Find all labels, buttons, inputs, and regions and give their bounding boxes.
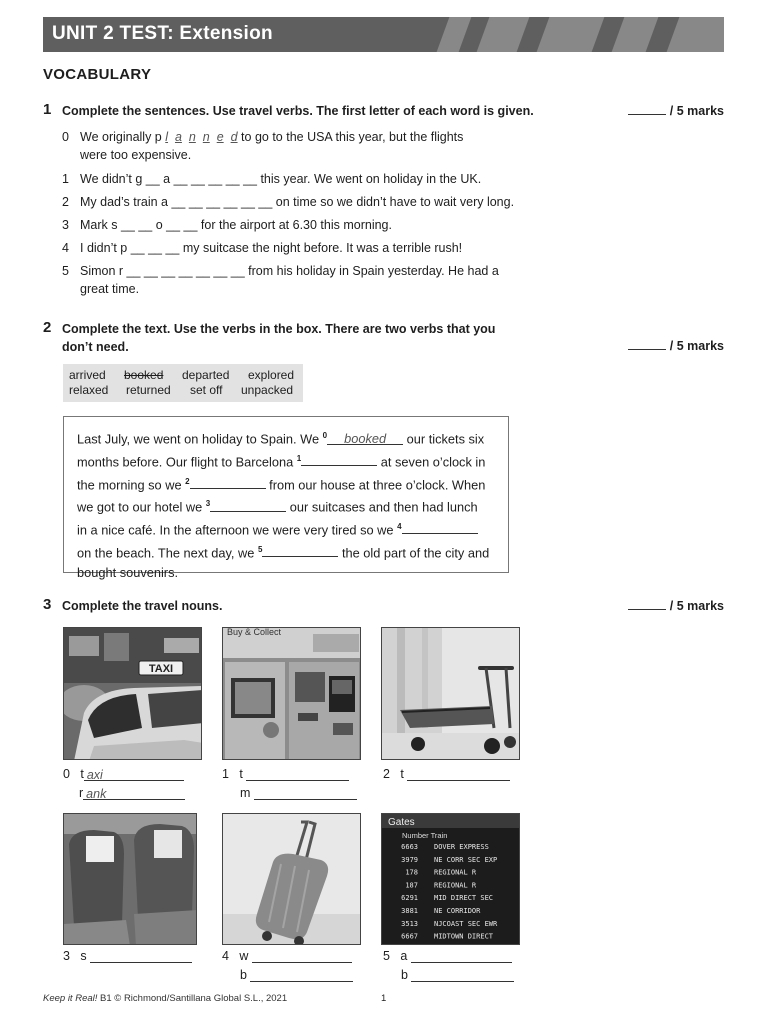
word: set off <box>190 383 223 397</box>
trolley-photo <box>381 627 520 760</box>
task-number: 2 <box>43 319 52 336</box>
board-row-train: NE CORRIDOR <box>434 907 481 915</box>
footer-copyright: Keep it Real! B1 © Richmond/Santillana Global S.L., 2021 <box>43 993 288 1004</box>
word: returned <box>126 383 171 397</box>
caption-4b: b <box>240 968 353 982</box>
board-row-train: REGIONAL R <box>434 868 477 877</box>
gap-4[interactable] <box>402 522 478 534</box>
taxi-photo <box>63 627 202 760</box>
word-used: booked <box>124 368 164 382</box>
caption-5b: b <box>401 968 514 982</box>
board-row-train: MIDTOWN DIRECT <box>434 932 494 941</box>
board-title: Gates <box>388 817 415 828</box>
caption-5: 5 a <box>383 949 512 963</box>
task-number: 1 <box>43 101 52 118</box>
example-answer: l a n n e d <box>165 130 238 144</box>
kiosk-sign-text: Buy & Collect <box>227 628 282 637</box>
gap-2[interactable] <box>190 477 266 489</box>
answer-line-5b[interactable] <box>411 969 514 982</box>
gap-3[interactable] <box>210 500 286 512</box>
caption-1: 1 t <box>222 767 349 781</box>
answer-line-2[interactable] <box>407 768 510 781</box>
board-row-train: REGIONAL R <box>434 881 477 890</box>
board-row-number: 187 <box>405 881 418 890</box>
board-row-number: 3979 <box>401 855 418 864</box>
board-row-number: 6663 <box>401 843 418 851</box>
ticket-machine-photo <box>222 627 361 760</box>
marks-field[interactable]: / 5 marks <box>628 103 724 118</box>
caption-0: 0 t axi <box>63 767 184 781</box>
answer-line-5a[interactable] <box>411 950 512 963</box>
word: departed <box>182 368 230 382</box>
task-instruction: Complete the travel nouns. <box>62 599 223 613</box>
answer-line-4a[interactable] <box>252 950 352 963</box>
board-row-train: NJCOAST SEC EWR <box>434 919 498 928</box>
task-3-header <box>43 596 724 616</box>
caption-2: 2 t <box>383 767 510 781</box>
task-instruction: Complete the sentences. Use travel verbs. The first letter of each word is given. <box>62 104 534 118</box>
unit-banner <box>43 17 724 52</box>
marks-field[interactable]: / 5 marks <box>628 338 724 353</box>
word-box <box>63 364 303 402</box>
word: relaxed <box>69 383 109 397</box>
example-answer: axi <box>84 768 184 781</box>
board-row-number: 3881 <box>401 907 418 915</box>
caption-3: 3 s <box>63 949 192 963</box>
taxi-sign-text: TAXI <box>148 663 174 675</box>
marks-field[interactable]: / 5 marks <box>628 598 724 613</box>
board-row-train: NE CORR SEC EXP <box>434 855 498 864</box>
gap-1[interactable] <box>301 454 377 466</box>
task-2-header <box>43 319 724 357</box>
page-number: 1 <box>381 993 387 1004</box>
gap-5[interactable] <box>262 545 338 557</box>
example-gap: booked <box>327 433 403 445</box>
answer-line-1a[interactable] <box>246 768 349 781</box>
word: arrived <box>69 368 106 382</box>
section-title: VOCABULARY <box>43 66 152 83</box>
board-row-number: 178 <box>405 868 418 877</box>
board-row-train: DOVER EXPRESS <box>434 843 489 851</box>
caption-4: 4 w <box>222 949 352 963</box>
answer-line-4b[interactable] <box>250 969 353 982</box>
seats-photo <box>63 813 197 945</box>
gap-fill-text: Last July, we went on holiday to Spain. We $^0$ booked our tickets six months before. Our flight to Barcelona $^1$ at seven o’clock in the morning so we $^2$ from our house at three o’clock. When we got to our hotel we $^3$ our suitcases and then had lunch in a nice café. In the afternoon we were very tired so we $^4$ on the beach. The next day, we $^5$ the old part of the city and bought souvenirs. <box>63 416 509 573</box>
board-row-number: 6291 <box>401 894 418 903</box>
board-row-number: 3513 <box>401 919 418 928</box>
task-instruction: Complete the text. Use the verbs in the box. There are two verbs that you don’t need. <box>62 322 496 354</box>
departure-board-photo <box>381 813 520 945</box>
board-header: Number Train <box>402 831 448 840</box>
word: explored <box>248 368 295 382</box>
task-1-header <box>43 101 724 121</box>
caption-1b: m <box>240 786 357 800</box>
board-row-number: 6667 <box>401 932 418 941</box>
answer-line-3[interactable] <box>90 950 192 963</box>
word: unpacked <box>241 383 294 397</box>
page-title: UNIT 2 TEST: Extension <box>52 23 273 44</box>
board-row-train: MID DIRECT SEC <box>434 894 494 903</box>
task-number: 3 <box>43 596 52 613</box>
answer-line-1b[interactable] <box>254 787 357 800</box>
suitcase-photo <box>222 813 361 945</box>
example-answer: ank <box>83 787 185 800</box>
caption-0b: r ank <box>79 786 185 800</box>
